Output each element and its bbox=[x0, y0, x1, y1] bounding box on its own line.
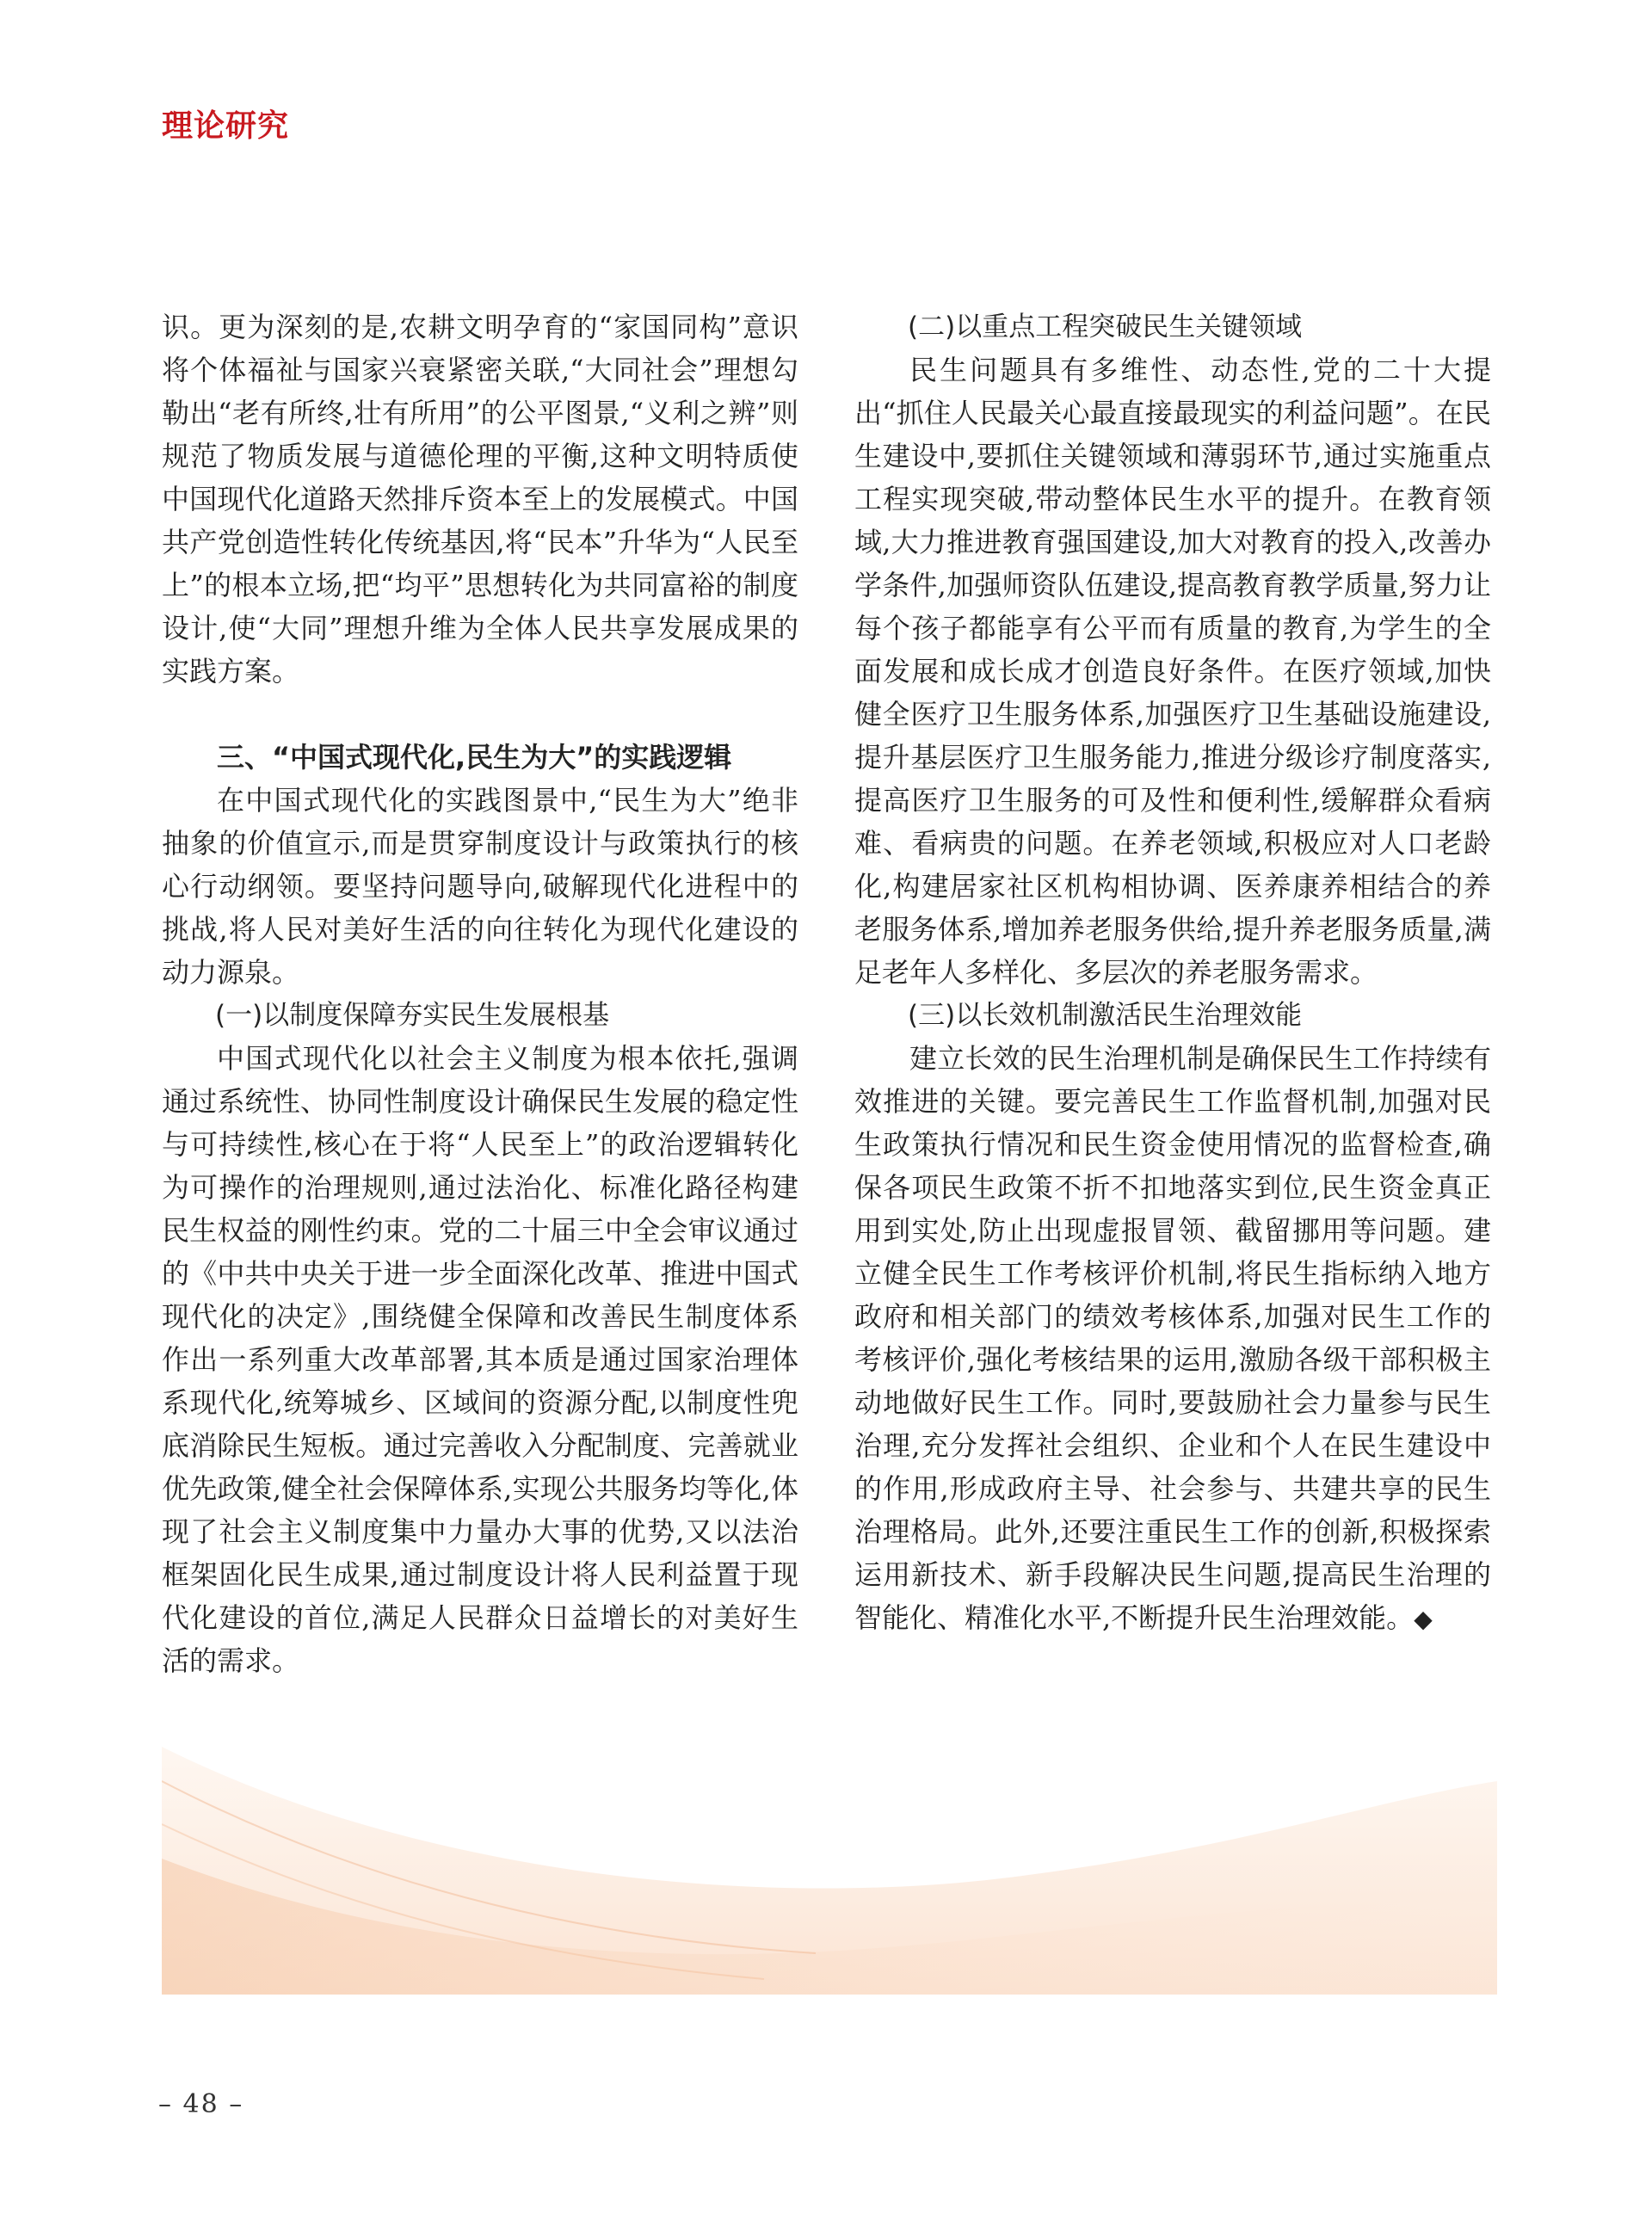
subsection-heading: (三)以长效机制激活民生治理效能 bbox=[908, 1000, 1303, 1031]
paragraph: 中国式现代化以社会主义制度为根本依托,强调通过系统性、协同性制度设计确保民生发展的稳定性与可持续性,核心在于将“人民至上”的政治逻辑转化为可操作的治理规则,通过法治化、标准化路径构建民生权益的刚性约束。党的二十届三中全会审议通过的《中共中央关于进一步全面深化改革、推进中国式现代化的决定》,围绕健全保障和改善民生制度体系作出一系列重大改革部署,其本质是通过国家治理体系现代化,统筹城乡、区域间的资源分配,以制度性兜底消除民生短板。通过完善收入分配制度、完善就业优先政策,健全社会保障体系,实现公共服务均等化,体现了社会主义制度集中力量办大事的优势,又以法治框架固化民生成果,通过制度设计将人民利益置于现代化建设的首位,满足人民群众日益增长的对美好生活的需求。 bbox=[162, 1042, 798, 1677]
decorative-wave-banner bbox=[162, 1747, 1497, 1995]
left-column bbox=[162, 305, 798, 1682]
paragraph-text: 建立长效的民生治理机制是确保民生工作持续有效推进的关键。要完善民生工作监督机制,加强对民生政策执行情况和民生资金使用情况的监督检查,确保各项民生政策不折不扣地落实到位,民生资金真正用到实处,防止出现虚报冒领、截留挪用等问题。建立健全民生工作考核评价机制,将民生指标纳入地方政府和相关部门的绩效考核体系,加强对民生工作的考核评价,强化考核结果的运用,激励各级干部积极主动地做好民生工作。同时,要鼓励社会力量参与民生治理,充分发挥社会组织、企业和个人在民生建设中的作用,形成政府主导、社会参与、共建共享的民生治理格局。此外,还要注重民生工作的创新,积极探索运用新技术、新手段解决民生问题,提高民生治理的智能化、精准化水平,不断提升民生治理效能。 bbox=[854, 1042, 1491, 1634]
section-tag: 理论研究 bbox=[162, 108, 290, 144]
paragraph: 民生问题具有多维性、动态性,党的二十大提出“抓住人民最关心最直接最现实的利益问题”。在民生建设中,要抓住关键领域和薄弱环节,通过实施重点工程实现突破,带动整体民生水平的提升。在教育领域,大力推进教育强国建设,加大对教育的投入,改善办学条件,加强师资队伍建设,提高教育教学质量,努力让每个孩子都能享有公平而有质量的教育,为学生的全面发展和成长成才创造良好条件。在医疗领域,加快健全医疗卫生服务体系,加强医疗卫生基础设施建设,提升基层医疗卫生服务能力,推进分级诊疗制度落实,提高医疗卫生服务的可及性和便利性,缓解群众看病难、看病贵的问题。在养老领域,积极应对人口老龄化,构建居家社区机构相协调、医养康养相结合的养老服务体系,增加养老服务供给,提升养老服务质量,满足老年人多样化、多层次的养老服务需求。 bbox=[854, 354, 1491, 989]
subsection-heading: (一)以制度保障夯实民生发展根基 bbox=[215, 1000, 610, 1031]
paragraph-continued: 识。更为深刻的是,农耕文明孕育的“家国同构”意识将个体福祉与国家兴衰紧密关联,“大同社会”理想勾勒出“老有所终,壮有所用”的公平图景,“义利之辨”则规范了物质发展与道德伦理的平衡,这种文明特质使中国现代化道路天然排斥资本至上的发展模式。中国共产党创造性转化传统基因,将“民本”升华为“人民至上”的根本立场,把“均平”思想转化为共同富裕的制度设计,使“大同”理想升维为全体人民共享发展成果的实践方案。 bbox=[162, 311, 798, 688]
paragraph bbox=[854, 1037, 1491, 1641]
section-heading: 三、“中国式现代化,民生为大”的实践逻辑 bbox=[217, 741, 732, 774]
page-number: – 48 – bbox=[158, 2089, 244, 2119]
end-diamond-icon: ◆ bbox=[1414, 1605, 1433, 1633]
subsection-heading: (二)以重点工程突破民生关键领域 bbox=[908, 311, 1303, 342]
right-column bbox=[854, 305, 1491, 1641]
paragraph: 在中国式现代化的实践图景中,“民生为大”绝非抽象的价值宣示,而是贯穿制度设计与政策执行的核心行动纲领。要坚持问题导向,破解现代化进程中的挑战,将人民对美好生活的向往转化为现代化建设的动力源泉。 bbox=[162, 784, 798, 989]
